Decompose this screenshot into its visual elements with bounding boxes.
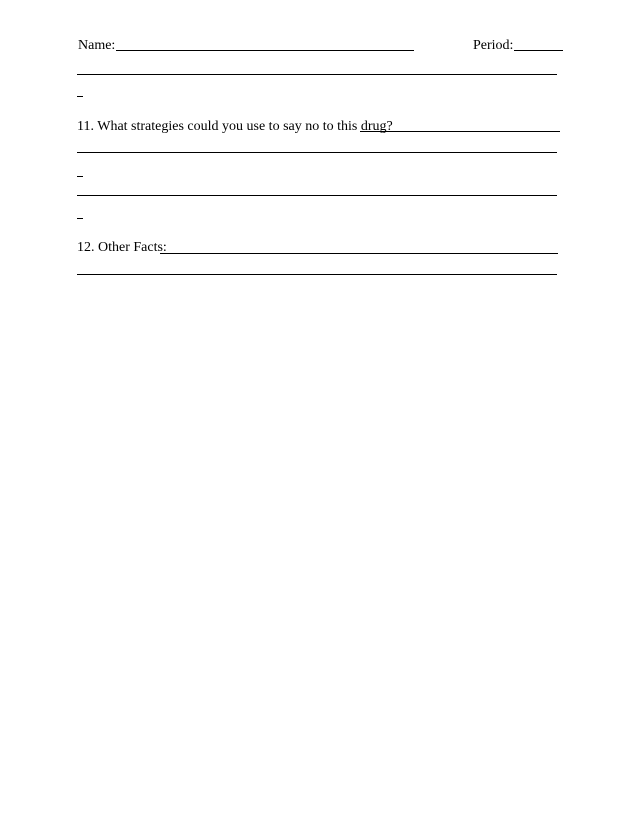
line-continuation-dash xyxy=(77,218,83,219)
period-field[interactable] xyxy=(514,50,563,51)
period-label: Period: xyxy=(473,38,514,53)
question-11-label: 11. What strategies could you use to say no to this drug? xyxy=(77,119,393,134)
name-label: Name: xyxy=(78,38,116,53)
answer-line[interactable] xyxy=(77,195,557,196)
name-field[interactable] xyxy=(116,50,414,51)
line-continuation-dash xyxy=(77,176,83,177)
question-11-answer-line[interactable] xyxy=(360,131,560,132)
question-12-answer-line[interactable] xyxy=(160,253,558,254)
answer-line[interactable] xyxy=(77,274,557,275)
answer-line[interactable] xyxy=(77,152,557,153)
question-12-label: 12. Other Facts: xyxy=(77,240,167,255)
answer-line[interactable] xyxy=(77,74,557,75)
line-continuation-dash xyxy=(77,96,83,97)
